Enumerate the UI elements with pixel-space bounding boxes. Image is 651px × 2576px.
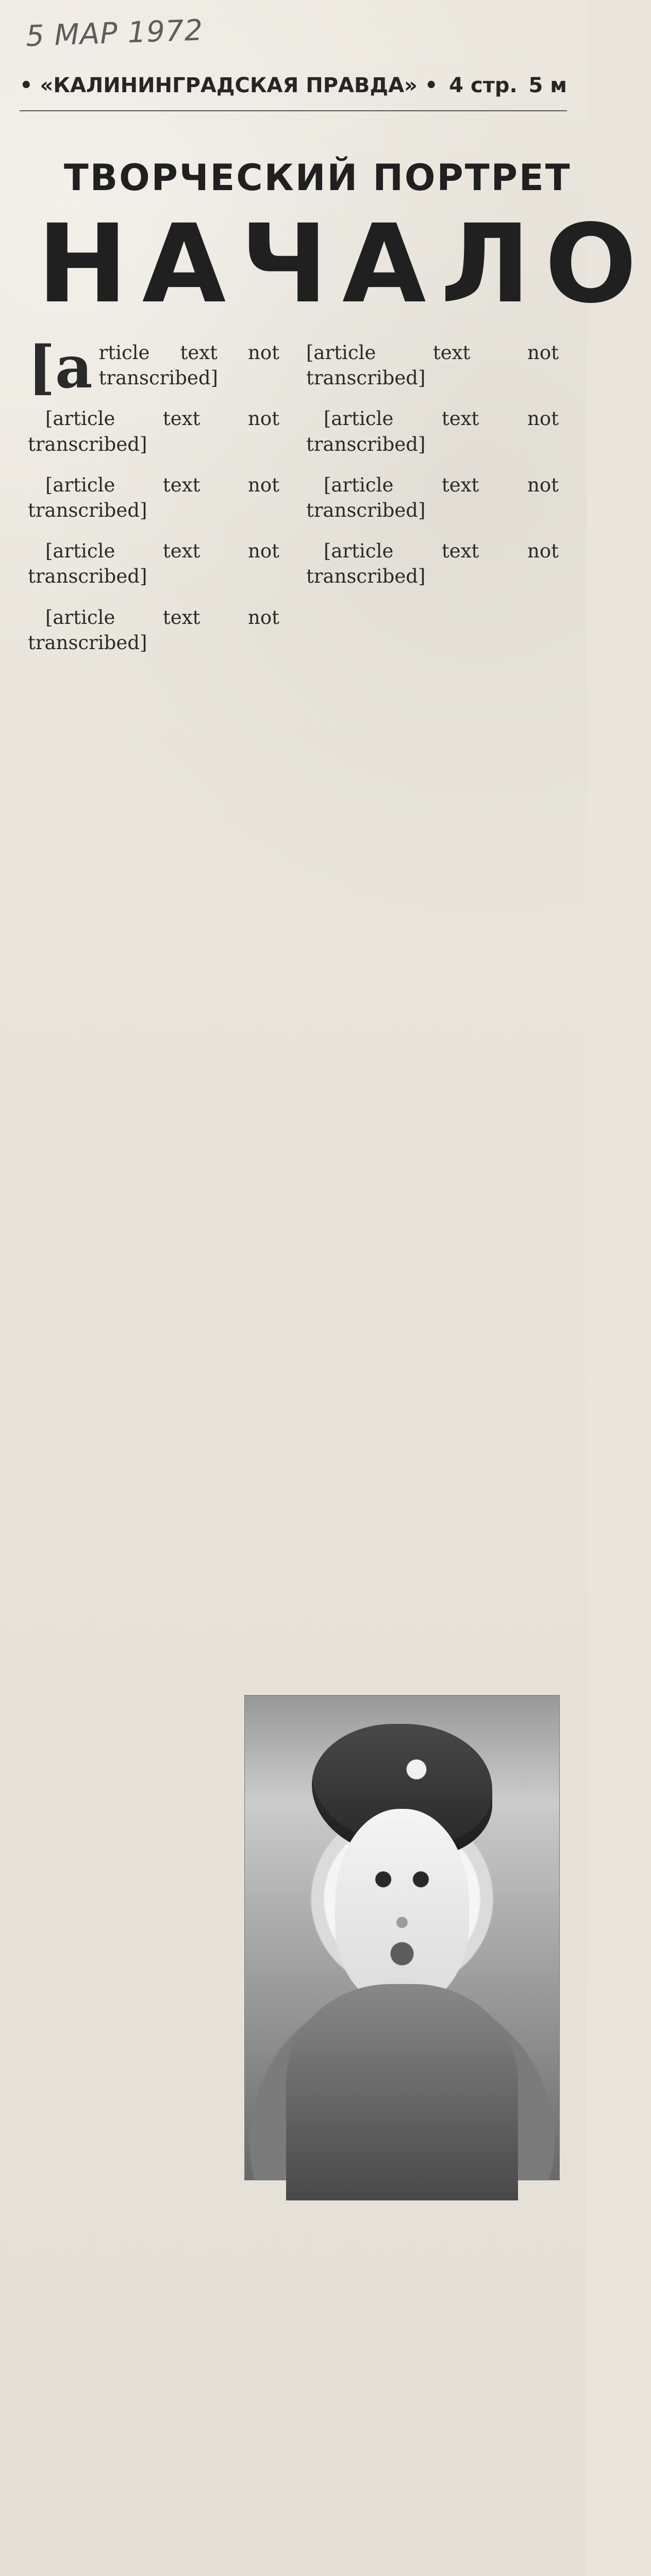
newspaper-masthead: [20, 71, 567, 111]
masthead-left-text: • «КАЛИНИНГРАДСКАЯ ПРАВДА» •: [20, 74, 438, 97]
masthead-right-text: 5 м: [528, 74, 567, 97]
section-title: ТВОРЧЕСКИЙ ПОРТРЕТ: [64, 157, 572, 199]
article-content: [28, 334, 559, 2576]
stamp-date-text: 5 МАР 1972: [25, 13, 204, 54]
face-icon: [335, 1809, 469, 2005]
left-paragraph: [article text not transcribed]: [28, 606, 279, 654]
right-text-column: [306, 340, 559, 589]
left-paragraph: [article text not transcribed]: [28, 540, 279, 588]
portrait-photo: [244, 1695, 560, 2180]
left-paragraph: [article text not transcribed]: [28, 334, 279, 401]
shoulders-icon: [286, 1984, 518, 2200]
left-paragraph: [article text not transcribed]: [28, 408, 279, 455]
right-paragraph: [article text not transcribed]: [306, 342, 559, 389]
left-paragraph: [article text not transcribed]: [28, 473, 279, 522]
right-paragraph: [article text not transcribed]: [306, 408, 559, 455]
headline: НАЧАЛО: [37, 201, 651, 327]
masthead-page-text: 4 стр.: [449, 74, 518, 97]
handwritten-date-stamp: [25, 11, 243, 56]
masthead-row: [20, 71, 567, 100]
right-paragraph: [article text not transcribed]: [306, 473, 559, 522]
right-paragraph: [article text not transcribed]: [306, 540, 559, 588]
left-text-column: [28, 334, 279, 655]
